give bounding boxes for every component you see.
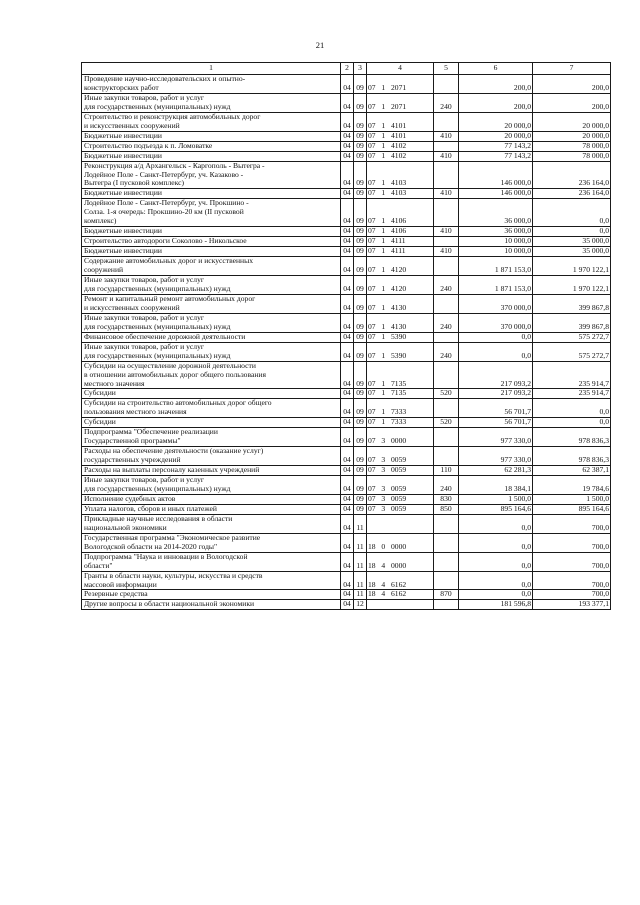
column-header-name: 1: [82, 63, 341, 75]
row-subsection-cell: 09: [354, 476, 367, 495]
row-amount-1-cell: 977 330,0: [459, 428, 533, 447]
row-subsection-cell: 09: [354, 189, 367, 199]
row-section-cell: 04: [341, 257, 354, 276]
row-name-cell: Реконструкция а/д Архангельск - Каргополь - Вытегра - Лодейное Поле - Санкт-Петербург, уч. Казаково - Вытегра (I пусковой комплекс): [82, 161, 341, 189]
row-section-cell: 04: [341, 476, 354, 495]
row-amount-1-cell: 1 871 153,0: [459, 276, 533, 295]
row-subsection-cell: 09: [354, 466, 367, 476]
table-body: [82, 75, 611, 610]
row-amount-2-cell: 978 836,3: [533, 447, 611, 466]
row-amount-2-cell: 200,0: [533, 93, 611, 112]
row-amount-2-cell: 236 164,0: [533, 161, 611, 189]
table-row: [82, 504, 611, 514]
row-subsection-cell: 11: [354, 552, 367, 571]
row-name-cell: Строительство подъезда к п. Ломоватке: [82, 141, 341, 151]
row-subsection-cell: 09: [354, 332, 367, 342]
row-name-cell: Субсидии на строительство автомобильных дорог общего пользования местного значения: [82, 399, 341, 418]
row-section-cell: 04: [341, 533, 354, 552]
row-expense-type-cell: 110: [434, 466, 459, 476]
column-header-amount-2: 7: [533, 63, 611, 75]
row-name-cell: Расходы на обеспечение деятельности (оказание услуг) государственных учреждений: [82, 447, 341, 466]
row-name-cell: Подпрограмма "Наука и инновации в Вологодской области": [82, 552, 341, 571]
row-section-cell: 04: [341, 93, 354, 112]
row-amount-2-cell: 700,0: [533, 533, 611, 552]
table-row: [82, 466, 611, 476]
row-expense-type-cell: 240: [434, 276, 459, 295]
row-subsection-cell: 09: [354, 276, 367, 295]
row-name-cell: Иные закупки товаров, работ и услуг для государственных (муниципальных) нужд: [82, 276, 341, 295]
table-row: [82, 552, 611, 571]
row-amount-2-cell: 978 836,3: [533, 428, 611, 447]
row-amount-2-cell: 700,0: [533, 514, 611, 533]
row-amount-1-cell: 977 330,0: [459, 447, 533, 466]
row-subsection-cell: 09: [354, 247, 367, 257]
table-row: [82, 418, 611, 428]
row-amount-1-cell: 10 000,0: [459, 237, 533, 247]
table-row: [82, 161, 611, 189]
row-amount-2-cell: 1 970 122,1: [533, 276, 611, 295]
row-expense-type-cell: 410: [434, 131, 459, 141]
row-subsection-cell: 09: [354, 361, 367, 389]
row-target-article-cell: 07 1 4106: [367, 199, 434, 227]
table-row: [82, 476, 611, 495]
row-subsection-cell: 09: [354, 447, 367, 466]
column-header-section: 2: [341, 63, 354, 75]
row-amount-2-cell: 700,0: [533, 571, 611, 590]
row-subsection-cell: 09: [354, 199, 367, 227]
row-target-article-cell: 07 1 4130: [367, 313, 434, 332]
table-row: [82, 389, 611, 399]
row-amount-2-cell: 399 867,8: [533, 294, 611, 313]
row-expense-type-cell: [434, 514, 459, 533]
row-expense-type-cell: [434, 600, 459, 610]
row-amount-1-cell: 181 596,8: [459, 600, 533, 610]
row-amount-1-cell: 370 000,0: [459, 294, 533, 313]
row-section-cell: 04: [341, 151, 354, 161]
row-expense-type-cell: 240: [434, 313, 459, 332]
row-subsection-cell: 09: [354, 112, 367, 131]
row-name-cell: Бюджетные инвестиции: [82, 227, 341, 237]
row-amount-2-cell: 700,0: [533, 590, 611, 600]
row-amount-1-cell: 77 143,2: [459, 141, 533, 151]
row-name-cell: Иные закупки товаров, работ и услуг для государственных (муниципальных) нужд: [82, 93, 341, 112]
table-row: [82, 361, 611, 389]
row-amount-2-cell: 20 000,0: [533, 131, 611, 141]
row-expense-type-cell: 410: [434, 247, 459, 257]
table-row: [82, 75, 611, 94]
row-amount-2-cell: 200,0: [533, 75, 611, 94]
row-target-article-cell: 07 1 7333: [367, 399, 434, 418]
row-subsection-cell: 09: [354, 428, 367, 447]
row-amount-2-cell: 78 000,0: [533, 141, 611, 151]
row-target-article-cell: 18 0 0000: [367, 533, 434, 552]
row-section-cell: 04: [341, 600, 354, 610]
row-expense-type-cell: [434, 552, 459, 571]
row-amount-1-cell: 200,0: [459, 75, 533, 94]
column-header-subsection: 3: [354, 63, 367, 75]
row-name-cell: Государственная программа "Экономическое развитие Вологодской области на 2014-2020 годы": [82, 533, 341, 552]
row-amount-2-cell: 575 272,7: [533, 342, 611, 361]
row-expense-type-cell: [434, 257, 459, 276]
row-target-article-cell: [367, 600, 434, 610]
table-row: [82, 237, 611, 247]
row-expense-type-cell: [434, 294, 459, 313]
row-amount-1-cell: 0,0: [459, 571, 533, 590]
row-name-cell: Прикладные научные исследования в области национальной экономики: [82, 514, 341, 533]
row-amount-1-cell: 0,0: [459, 342, 533, 361]
row-amount-1-cell: 62 281,3: [459, 466, 533, 476]
row-subsection-cell: 12: [354, 600, 367, 610]
row-section-cell: 04: [341, 189, 354, 199]
row-expense-type-cell: 410: [434, 227, 459, 237]
table-row: [82, 514, 611, 533]
row-amount-1-cell: 895 164,6: [459, 504, 533, 514]
row-name-cell: Ремонт и капитальный ремонт автомобильных дорог и искусственных сооружений: [82, 294, 341, 313]
row-name-cell: Иные закупки товаров, работ и услуг для государственных (муниципальных) нужд: [82, 476, 341, 495]
row-amount-2-cell: 236 164,0: [533, 189, 611, 199]
row-expense-type-cell: [434, 141, 459, 151]
row-target-article-cell: 07 1 4103: [367, 189, 434, 199]
row-target-article-cell: 07 1 4101: [367, 131, 434, 141]
row-section-cell: 04: [341, 161, 354, 189]
row-section-cell: 04: [341, 75, 354, 94]
row-amount-2-cell: 35 000,0: [533, 237, 611, 247]
row-amount-1-cell: 77 143,2: [459, 151, 533, 161]
row-target-article-cell: 07 1 4103: [367, 161, 434, 189]
row-target-article-cell: 07 1 4106: [367, 227, 434, 237]
row-expense-type-cell: [434, 571, 459, 590]
row-subsection-cell: 09: [354, 93, 367, 112]
table-row: [82, 93, 611, 112]
row-target-article-cell: 07 1 4130: [367, 294, 434, 313]
row-expense-type-cell: 240: [434, 476, 459, 495]
row-amount-1-cell: 20 000,0: [459, 131, 533, 141]
row-section-cell: 04: [341, 332, 354, 342]
row-amount-1-cell: 20 000,0: [459, 112, 533, 131]
row-amount-2-cell: 0,0: [533, 227, 611, 237]
row-subsection-cell: 11: [354, 533, 367, 552]
row-target-article-cell: 07 1 4120: [367, 276, 434, 295]
row-name-cell: Подпрограмма "Обеспечение реализации Государственной программы": [82, 428, 341, 447]
row-target-article-cell: 07 3 0059: [367, 466, 434, 476]
header-row: [82, 63, 611, 75]
row-subsection-cell: 09: [354, 342, 367, 361]
row-expense-type-cell: 240: [434, 342, 459, 361]
row-target-article-cell: 07 1 4102: [367, 151, 434, 161]
row-name-cell: Строительство автодороги Соколово - Никольское: [82, 237, 341, 247]
table-row: [82, 590, 611, 600]
row-target-article-cell: 18 4 0000: [367, 552, 434, 571]
row-expense-type-cell: [434, 161, 459, 189]
row-amount-1-cell: 0,0: [459, 332, 533, 342]
row-amount-2-cell: 19 784,6: [533, 476, 611, 495]
row-section-cell: 04: [341, 428, 354, 447]
row-amount-2-cell: 0,0: [533, 199, 611, 227]
row-section-cell: 04: [341, 112, 354, 131]
row-section-cell: 04: [341, 504, 354, 514]
row-name-cell: Расходы на выплаты персоналу казенных учреждений: [82, 466, 341, 476]
row-name-cell: Иные закупки товаров, работ и услуг для государственных (муниципальных) нужд: [82, 313, 341, 332]
table-row: [82, 189, 611, 199]
row-target-article-cell: [367, 514, 434, 533]
row-section-cell: 04: [341, 590, 354, 600]
row-section-cell: 04: [341, 466, 354, 476]
budget-table: [81, 62, 611, 610]
row-section-cell: 04: [341, 276, 354, 295]
row-amount-1-cell: 370 000,0: [459, 313, 533, 332]
row-section-cell: 04: [341, 199, 354, 227]
row-section-cell: 04: [341, 313, 354, 332]
row-name-cell: Исполнение судебных актов: [82, 494, 341, 504]
table-row: [82, 399, 611, 418]
row-target-article-cell: 07 3 0000: [367, 428, 434, 447]
row-section-cell: 04: [341, 131, 354, 141]
row-amount-1-cell: 56 701,7: [459, 418, 533, 428]
row-subsection-cell: 09: [354, 141, 367, 151]
row-amount-1-cell: 36 000,0: [459, 199, 533, 227]
row-section-cell: 04: [341, 361, 354, 389]
row-subsection-cell: 09: [354, 227, 367, 237]
table-row: [82, 247, 611, 257]
row-amount-1-cell: 56 701,7: [459, 399, 533, 418]
row-target-article-cell: 18 4 6162: [367, 590, 434, 600]
column-header-amount-1: 6: [459, 63, 533, 75]
row-amount-1-cell: 1 871 153,0: [459, 257, 533, 276]
table-row: [82, 294, 611, 313]
row-subsection-cell: 09: [354, 399, 367, 418]
table-header: [82, 63, 611, 75]
row-name-cell: Содержание автомобильных дорог и искусственных сооружений: [82, 257, 341, 276]
table-row: [82, 447, 611, 466]
row-section-cell: 04: [341, 447, 354, 466]
row-amount-2-cell: 78 000,0: [533, 151, 611, 161]
table-row: [82, 199, 611, 227]
row-section-cell: 04: [341, 514, 354, 533]
row-amount-2-cell: 62 387,1: [533, 466, 611, 476]
row-section-cell: 04: [341, 247, 354, 257]
row-amount-2-cell: 575 272,7: [533, 332, 611, 342]
table-row: [82, 112, 611, 131]
row-subsection-cell: 09: [354, 257, 367, 276]
row-section-cell: 04: [341, 227, 354, 237]
row-subsection-cell: 09: [354, 504, 367, 514]
row-expense-type-cell: 870: [434, 590, 459, 600]
row-target-article-cell: 07 1 4120: [367, 257, 434, 276]
row-amount-2-cell: 35 000,0: [533, 247, 611, 257]
row-name-cell: Бюджетные инвестиции: [82, 131, 341, 141]
row-name-cell: Строительство и реконструкция автомобильных дорог и искусственных сооружений: [82, 112, 341, 131]
row-amount-1-cell: 200,0: [459, 93, 533, 112]
row-expense-type-cell: [434, 399, 459, 418]
row-target-article-cell: 07 3 0059: [367, 494, 434, 504]
row-subsection-cell: 11: [354, 590, 367, 600]
row-section-cell: 04: [341, 571, 354, 590]
row-amount-2-cell: 0,0: [533, 418, 611, 428]
row-expense-type-cell: [434, 361, 459, 389]
table-row: [82, 257, 611, 276]
row-expense-type-cell: [434, 332, 459, 342]
row-amount-2-cell: 1 970 122,1: [533, 257, 611, 276]
row-expense-type-cell: [434, 428, 459, 447]
table-row: [82, 313, 611, 332]
row-subsection-cell: 11: [354, 514, 367, 533]
table-row: [82, 571, 611, 590]
row-expense-type-cell: 410: [434, 189, 459, 199]
row-section-cell: 04: [341, 389, 354, 399]
table-row: [82, 428, 611, 447]
row-amount-1-cell: 146 000,0: [459, 161, 533, 189]
row-subsection-cell: 09: [354, 313, 367, 332]
row-amount-2-cell: 895 164,6: [533, 504, 611, 514]
table-row: [82, 332, 611, 342]
row-amount-1-cell: 0,0: [459, 590, 533, 600]
row-target-article-cell: 07 1 5390: [367, 332, 434, 342]
row-amount-1-cell: 217 093,2: [459, 361, 533, 389]
row-amount-1-cell: 0,0: [459, 514, 533, 533]
row-section-cell: 04: [341, 399, 354, 418]
row-target-article-cell: 18 4 6162: [367, 571, 434, 590]
row-target-article-cell: 07 3 0059: [367, 447, 434, 466]
table-row: [82, 276, 611, 295]
row-expense-type-cell: [434, 112, 459, 131]
row-amount-2-cell: 20 000,0: [533, 112, 611, 131]
row-expense-type-cell: 240: [434, 93, 459, 112]
row-expense-type-cell: [434, 199, 459, 227]
row-expense-type-cell: [434, 237, 459, 247]
row-name-cell: Бюджетные инвестиции: [82, 247, 341, 257]
table-row: [82, 600, 611, 610]
row-section-cell: 04: [341, 294, 354, 313]
table-row: [82, 342, 611, 361]
row-name-cell: Иные закупки товаров, работ и услуг для государственных (муниципальных) нужд: [82, 342, 341, 361]
row-name-cell: Проведение научно-исследовательских и опытно- конструкторских работ: [82, 75, 341, 94]
row-expense-type-cell: 850: [434, 504, 459, 514]
row-section-cell: 04: [341, 494, 354, 504]
row-target-article-cell: 07 1 7135: [367, 389, 434, 399]
row-subsection-cell: 09: [354, 294, 367, 313]
row-amount-1-cell: 146 000,0: [459, 189, 533, 199]
page-number: 21: [315, 40, 325, 50]
row-target-article-cell: 07 1 4111: [367, 247, 434, 257]
row-amount-2-cell: 235 914,7: [533, 361, 611, 389]
row-subsection-cell: 09: [354, 494, 367, 504]
row-amount-2-cell: 0,0: [533, 399, 611, 418]
row-subsection-cell: 09: [354, 131, 367, 141]
row-amount-1-cell: 0,0: [459, 533, 533, 552]
row-expense-type-cell: [434, 447, 459, 466]
row-section-cell: 04: [341, 552, 354, 571]
row-name-cell: Бюджетные инвестиции: [82, 189, 341, 199]
row-amount-1-cell: 0,0: [459, 552, 533, 571]
row-subsection-cell: 09: [354, 237, 367, 247]
row-amount-2-cell: 235 914,7: [533, 389, 611, 399]
row-target-article-cell: 07 1 4111: [367, 237, 434, 247]
row-amount-2-cell: 1 500,0: [533, 494, 611, 504]
row-amount-2-cell: 399 867,8: [533, 313, 611, 332]
row-amount-1-cell: 1 500,0: [459, 494, 533, 504]
row-name-cell: Субсидии на осуществление дорожной деятельности в отношении автомобильных дорог общего пользования местного значения: [82, 361, 341, 389]
row-target-article-cell: 07 3 0059: [367, 504, 434, 514]
row-section-cell: 04: [341, 237, 354, 247]
row-expense-type-cell: [434, 75, 459, 94]
table-row: [82, 141, 611, 151]
row-amount-1-cell: 18 384,1: [459, 476, 533, 495]
row-amount-2-cell: 700,0: [533, 552, 611, 571]
column-header-expense-type: 5: [434, 63, 459, 75]
row-target-article-cell: 07 1 4101: [367, 112, 434, 131]
row-name-cell: Резервные средства: [82, 590, 341, 600]
row-amount-2-cell: 193 377,1: [533, 600, 611, 610]
row-subsection-cell: 09: [354, 389, 367, 399]
row-subsection-cell: 09: [354, 418, 367, 428]
row-subsection-cell: 09: [354, 151, 367, 161]
row-amount-1-cell: 36 000,0: [459, 227, 533, 237]
row-section-cell: 04: [341, 141, 354, 151]
row-expense-type-cell: 410: [434, 151, 459, 161]
row-name-cell: Уплата налогов, сборов и иных платежей: [82, 504, 341, 514]
row-name-cell: Другие вопросы в области национальной экономики: [82, 600, 341, 610]
row-target-article-cell: 07 1 2071: [367, 93, 434, 112]
row-section-cell: 04: [341, 342, 354, 361]
row-target-article-cell: 07 3 0059: [367, 476, 434, 495]
row-target-article-cell: 07 1 5390: [367, 342, 434, 361]
table-row: [82, 533, 611, 552]
row-expense-type-cell: 520: [434, 389, 459, 399]
table-row: [82, 227, 611, 237]
table-row: [82, 151, 611, 161]
row-name-cell: Лодейное Поле - Санкт-Петербург, уч. Прокшино - Солза. 1-я очередь: Прокшино-20 км (II пусковой комплекс): [82, 199, 341, 227]
row-expense-type-cell: 830: [434, 494, 459, 504]
row-amount-1-cell: 10 000,0: [459, 247, 533, 257]
row-target-article-cell: 07 1 4102: [367, 141, 434, 151]
row-target-article-cell: 07 1 2071: [367, 75, 434, 94]
table-row: [82, 131, 611, 141]
table-row: [82, 494, 611, 504]
row-expense-type-cell: 520: [434, 418, 459, 428]
row-subsection-cell: 09: [354, 75, 367, 94]
row-name-cell: Гранты в области науки, культуры, искусства и средств массовой информации: [82, 571, 341, 590]
row-expense-type-cell: [434, 533, 459, 552]
row-section-cell: 04: [341, 418, 354, 428]
row-name-cell: Субсидии: [82, 418, 341, 428]
row-name-cell: Субсидии: [82, 389, 341, 399]
row-name-cell: Финансовое обеспечение дорожной деятельности: [82, 332, 341, 342]
column-header-target-article: 4: [367, 63, 434, 75]
row-subsection-cell: 11: [354, 571, 367, 590]
row-target-article-cell: 07 1 7333: [367, 418, 434, 428]
row-name-cell: Бюджетные инвестиции: [82, 151, 341, 161]
row-subsection-cell: 09: [354, 161, 367, 189]
row-amount-1-cell: 217 093,2: [459, 389, 533, 399]
row-target-article-cell: 07 1 7135: [367, 361, 434, 389]
